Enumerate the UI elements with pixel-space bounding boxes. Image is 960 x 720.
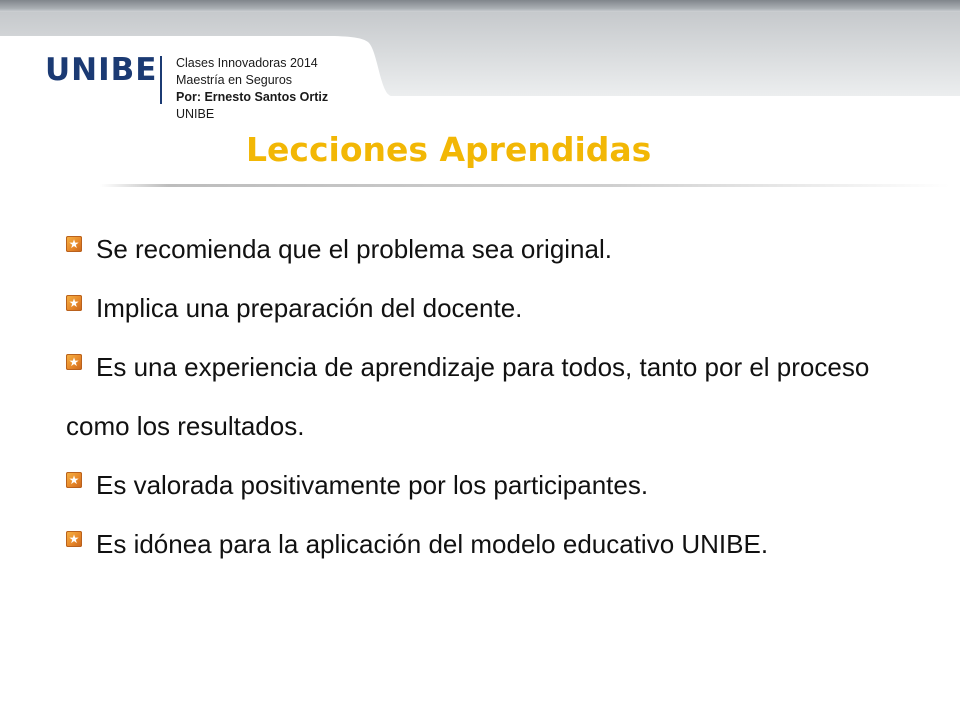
header-author: Por: Ernesto Santos Ortiz <box>176 90 329 104</box>
star-square-icon <box>66 354 82 370</box>
title-divider <box>100 184 950 187</box>
header-course: Clases Innovadoras 2014 <box>176 56 318 70</box>
star-square-icon <box>66 472 82 488</box>
header-program: Maestría en Seguros <box>176 73 293 87</box>
bullet-text: Se recomienda que el problema sea original. <box>96 234 612 264</box>
bullet-item <box>66 220 886 279</box>
header-institution: UNIBE <box>176 107 215 121</box>
header-info <box>176 55 328 123</box>
star-square-icon <box>66 295 82 311</box>
star-square-icon <box>66 236 82 252</box>
bullet-item <box>66 338 886 456</box>
bullet-item <box>66 279 886 338</box>
bullet-text: Es una experiencia de aprendizaje para todos, tanto por el proceso como los resultados. <box>66 352 870 441</box>
bullet-item <box>66 515 886 574</box>
logo-divider <box>160 56 162 104</box>
bullet-item <box>66 456 886 515</box>
slide-title: Lecciones Aprendidas <box>246 130 652 169</box>
bullet-text: Implica una preparación del docente. <box>96 293 523 323</box>
bullet-text: Es idónea para la aplicación del modelo educativo UNIBE. <box>96 529 769 559</box>
bullet-list <box>66 220 886 574</box>
unibe-logo: UNIBE <box>45 52 158 88</box>
bullet-text: Es valorada positivamente por los participantes. <box>96 470 649 500</box>
star-square-icon <box>66 531 82 547</box>
